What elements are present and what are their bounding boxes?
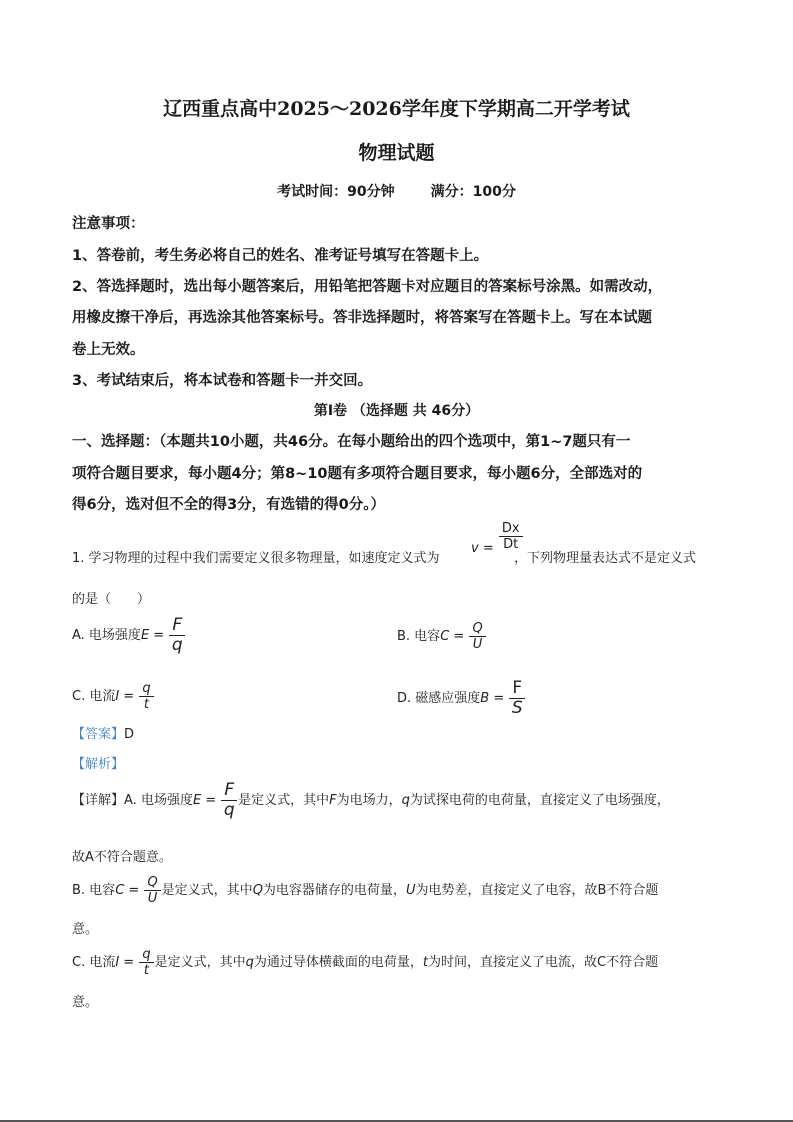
option-d-num: F (509, 680, 525, 699)
detail-c-lhs: I = (115, 955, 135, 970)
detail-a-fraction (221, 782, 237, 819)
detail-c-text4: 意。 (72, 995, 99, 1010)
detail-b-text2: 为电容器储存的电荷量， (262, 883, 406, 898)
detail-tag: 【详解】 (72, 793, 125, 808)
speed-lhs: v = (471, 541, 494, 556)
option-a[interactable] (72, 617, 186, 654)
section-intro-c: 得6分，选对但不全的得3分，有选错的得0分。） (72, 497, 386, 513)
answer-value: D (124, 727, 135, 742)
section-intro-b: 项符合题目要求，每小题4分；第8~10题有多项符合题目要求，每小题6分，全部选对的 (72, 466, 643, 482)
option-a-label: A. 电场强度 (72, 628, 141, 643)
detail-a-lhs: E = (192, 793, 217, 808)
detail-b-lhs: C = (115, 883, 140, 898)
detail-c-prefix: C. 电流 (72, 955, 116, 970)
detail-c-num: q (139, 948, 153, 963)
option-a-den: q (171, 635, 183, 655)
option-c-fraction (139, 682, 153, 711)
question-1-stem-b: ，下列物理量表达式不是定义式 (514, 551, 697, 566)
option-a-num: F (169, 617, 185, 636)
option-d-den: S (511, 698, 523, 718)
detail-a-den: q (223, 800, 235, 820)
detail-a (72, 782, 670, 819)
option-a-lhs: E = (140, 628, 165, 643)
question-1-stem-a: 1. 学习物理的过程中我们需要定义很多物理量，如速度定义式为 (72, 551, 440, 566)
detail-b-text1: 是定义式，其中 (161, 883, 253, 898)
answer-tag: 【答案】 (72, 727, 125, 742)
notice-item-1: 1、答卷前，考生务必将自己的姓名、准考证号填写在答题卡上。 (72, 248, 489, 264)
detail-c-text2: 为通过导体横截面的电荷量， (253, 955, 423, 970)
option-c-label: C. 电流 (72, 689, 116, 704)
analysis-tag: 【解析】 (72, 757, 125, 772)
section-intro-a: 一、选择题：（本题共10小题，共46分。在每小题给出的四个选项中，第1~7题只有一 (72, 434, 631, 450)
detail-b-den: U (147, 891, 158, 906)
detail-b-U: U (405, 883, 416, 898)
notice-item-2b: 用橡皮擦干净后，再选涂其他答案标号。答非选择题时，将答案写在答题卡上。写在本试题 (72, 310, 652, 326)
detail-c-q: q (245, 955, 254, 970)
option-b-fraction (469, 622, 485, 651)
option-c-num: q (139, 682, 153, 697)
speed-den: Dt (503, 537, 519, 552)
detail-a-text3: 为试探电荷的电荷量，直接定义了电场强度， (409, 793, 670, 808)
option-d-lhs: B = (480, 691, 505, 706)
notice-heading: 注意事项： (72, 216, 145, 232)
option-b-num: Q (469, 622, 485, 637)
speed-num: Dx (499, 522, 523, 537)
notice-item-2c: 卷上无效。 (72, 342, 145, 358)
detail-a-q: q (401, 793, 410, 808)
detail-b (72, 876, 658, 905)
option-b-label: B. 电容 (397, 629, 441, 644)
detail-b-prefix: B. 电容 (72, 883, 116, 898)
option-b-den: U (472, 637, 483, 652)
detail-c-text3: 为时间，直接定义了电流，故C不符合题 (428, 955, 659, 970)
option-d-fraction (509, 680, 525, 717)
option-c[interactable] (72, 682, 155, 711)
option-d[interactable] (397, 680, 526, 717)
notice-item-3: 3、考试结束后，将本试卷和答题卡一并交回。 (72, 373, 373, 389)
detail-c-den: t (143, 963, 150, 978)
exam-title: 辽西重点高中2025～2026学年度下学期高二开学考试 (163, 98, 630, 120)
detail-a-text1: 是定义式，其中 (238, 793, 330, 808)
detail-c-t: t (422, 955, 429, 970)
detail-b-fraction (144, 876, 160, 905)
detail-b-text4: 意。 (72, 922, 99, 937)
option-d-label: D. 磁感应强度 (397, 691, 481, 706)
question-1-stem-c: 的是（ ） (72, 592, 151, 607)
notice-item-2a: 2、答选择题时，选出每小题答案后，用铅笔把答题卡对应题目的答案标号涂黑。如需改动， (72, 279, 663, 295)
subject-title: 物理试题 (358, 142, 435, 164)
option-b-lhs: C = (440, 629, 465, 644)
detail-a-text4: 故A不符合题意。 (72, 850, 172, 865)
option-c-lhs: I = (115, 689, 135, 704)
option-c-den: t (143, 697, 150, 712)
detail-c (72, 948, 658, 977)
answer-line (72, 723, 134, 742)
detail-b-Q: Q (252, 883, 263, 898)
section-heading: 第Ⅰ卷 （选择题 共 46分） (313, 403, 480, 419)
detail-a-num: F (221, 782, 237, 801)
detail-a-F: F (329, 793, 337, 808)
detail-c-text1: 是定义式，其中 (154, 955, 246, 970)
exam-score: 满分：100分 (430, 184, 516, 200)
exam-time: 考试时间：90分钟 (277, 184, 395, 200)
option-a-fraction (169, 617, 185, 654)
detail-c-fraction (139, 948, 153, 977)
detail-a-text2: 为电场力， (336, 793, 402, 808)
option-b[interactable] (397, 622, 487, 651)
detail-b-text3: 为电势差，直接定义了电容，故B不符合题 (415, 883, 659, 898)
detail-a-prefix: A. 电场强度 (124, 793, 193, 808)
exam-info (0, 181, 793, 201)
detail-b-num: Q (144, 876, 160, 891)
